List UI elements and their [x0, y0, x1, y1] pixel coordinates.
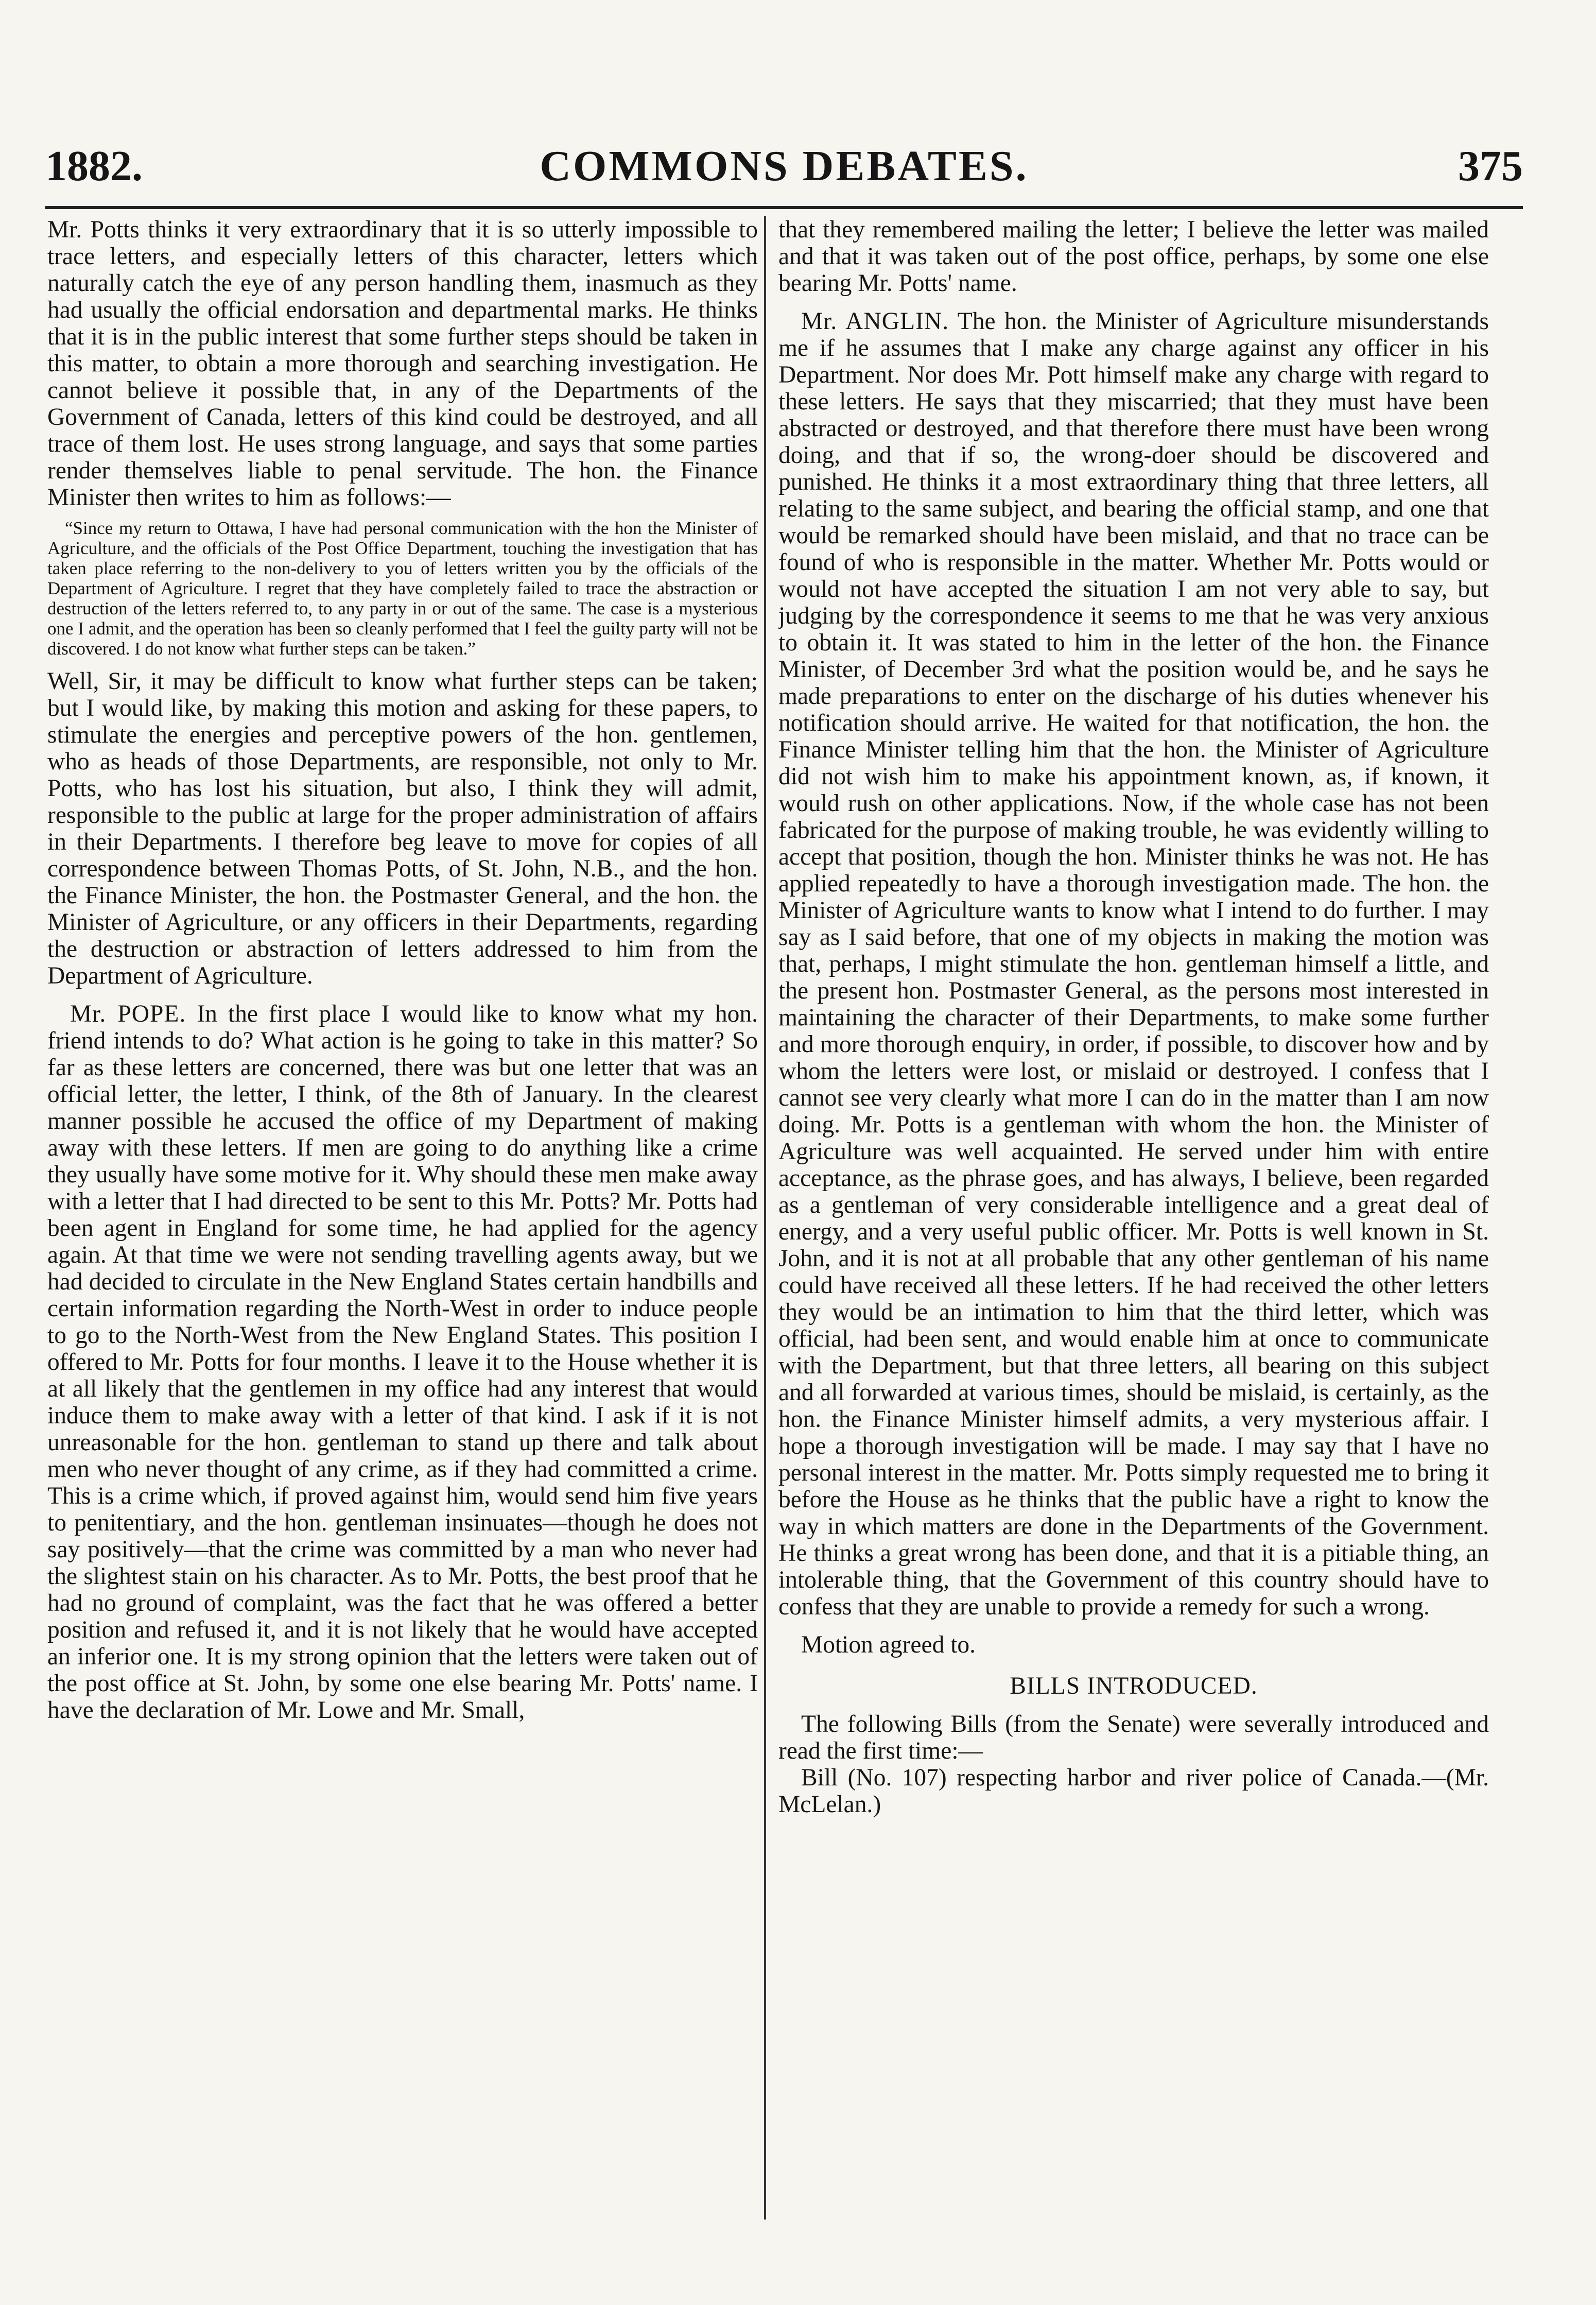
- bills-intro-paragraph: The following Bills (from the Senate) were severally introduced and read the first time:—: [778, 1711, 1489, 1764]
- bill-107-entry: Bill (No. 107) respecting harbor and river police of Canada.—(Mr. McLelan.): [778, 1764, 1489, 1818]
- right-paragraph-1: that they remembered mailing the letter; I believe the letter was mailed and that it was taken out of the post office, perhaps, by some one else bearing Mr. Potts' name.: [778, 216, 1489, 297]
- anglin-speech-text: The hon. the Minister of Agriculture misunderstands me if he assumes that I make any charge against any officer in his Department. Nor does Mr. Pott himself make any charge with regard to these letters. He says that they miscarried; that they must have been abstracted or destroyed, and that therefore there must have been wrong doing, and that if so, the wrong-doer should be discovered and punished. He thinks it a most extraordinary thing that three letters, all relating to the same subject, and bearing the official stamp, and one that would be remarked should have been mislaid, and that no trace can be found of who is responsible in the matter. Whether Mr. Potts would or would not have accepted the situation I am not very able to say, but judging by the correspondence it seems to me that he was very anxious to obtain it. It was stated to him in the letter of the hon. the Finance Minister, of December 3rd what the position would be, and he says he made preparations to enter on the discharge of his duties whenever his notification should arrive. He waited for that notification, the hon. the Finance Minister telling him that the hon. the Minister of Agriculture did not wish him to make his appointment known, as, if known, it would rush on other applications. Now, if the whole case has not been fabricated for the purpose of making trouble, he was evidently willing to accept that position, though the hon. Minister thinks he was not. He has applied repeatedly to have a thorough investigation made. The hon. the Minister of Agriculture wants to know what I intend to do further. I may say as I said before, that one of my objects in making the motion was that, perhaps, I might stimulate the hon. gentleman himself a little, and the present hon. Postmaster General, as the persons most interested in maintaining the character of their Departments, to make some further and more thorough enquiry, in order, if possible, to discover how and by whom the letters were lost, or mislaid or destroyed. I confess that I cannot see very clearly what more I can do in the matter than I am now doing. Mr. Potts is a gentleman with whom the hon. the Minister of Agriculture was well acquainted. He served under him with entire acceptance, as the phrase goes, and has always, I believe, been regarded as a gentleman of very considerable intelligence and a great deal of energy, and a very useful public officer. Mr. Potts is well known in St. John, and it is not at all probable that any other gentleman of his name could have received all these letters. If he had received the other letters they would be an intimation to him that the third letter, which was official, had been sent, and would enable him at once to communicate with the Department, but that three letters, all bearing on this subject and all forwarded at various times, should be mislaid, is certainly, as the hon. the Finance Minister himself admits, a very mysterious affair. I hope a thorough investigation will be made. I may say that I have no personal interest in the matter. Mr. Potts simply requested me to bring it before the House as he thinks that the public have a right to know the way in which matters are done in the Departments of the Government. He thinks a great wrong has been done, and that it is a pitiable thing, an intolerable thing, that the Government of this country should have to confess that they are unable to provide a remedy for such a wrong.: [778, 308, 1489, 1620]
- left-paragraph-2: Well, Sir, it may be difficult to know what further steps can be taken; but I would like, by making this motion and asking for these papers, to stimulate the energies and perceptive powers of the hon. gentlemen, who as heads of those Departments, are responsible, not only to Mr. Potts, who has lost his situation, but also, I think they will admit, responsible to the public at large for the proper administration of affairs in their Departments. I therefore beg leave to move for copies of all correspondence between Thomas Potts, of St. John, N.B., and the hon. the Finance Minister, the hon. the Postmaster General, and the hon. the Minister of Agriculture, or any officers in their Departments, regarding the destruction or abstraction of letters addressed to him from the Department of Agriculture.: [47, 668, 758, 989]
- header-rule: [45, 206, 1523, 209]
- column-divider: [764, 216, 766, 2220]
- page-header: [45, 138, 1523, 200]
- speaker-pope: Mr. POPE.: [70, 1001, 186, 1027]
- header-year: 1882.: [45, 142, 143, 190]
- header-page-number: 375: [1458, 142, 1523, 190]
- speaker-anglin: Mr. ANGLIN.: [801, 308, 949, 335]
- pope-speech-text: In the first place I would like to know what my hon. friend intends to do? What action is he going to take in this matter? So far as these letters are concerned, there was but one letter that was an official letter, the letter, I think, of the 8th of January. In the clearest manner possible he accused the office of my Department of making away with these letters. If men are going to do anything like a crime they usually have some motive for it. Why should these men make away with a letter that I had directed to be sent to this Mr. Potts? Mr. Potts had been agent in England for some time, he had applied for the agency again. At that time we were not sending travelling agents away, but we had decided to circulate in the New England States certain handbills and certain information regarding the North-West in order to induce people to go to the North-West from the New England States. This position I offered to Mr. Potts for four months. I leave it to the House whether it is at all likely that the gentlemen in my office had any interest that would induce them to make away with a letter of that kind. I ask if it is not unreasonable for the hon. gentleman to stand up there and talk about men who never thought of any crime, as if they had committed a crime. This is a crime which, if proved against him, would send him five years to penitentiary, and the hon. gentleman insinuates—though he does not say positively—that the crime was committed by a man who never had the slightest stain on his character. As to Mr. Potts, the best proof that he had no ground of complaint, was the fact that he was offered a better position and refused it, and it is not likely that he would have accepted an inferior one. It is my strong opinion that the letters were taken out of the post office at St. John, by some one else bearing Mr. Potts' name. I have the declaration of Mr. Lowe and Mr. Small,: [47, 1001, 758, 1724]
- right-column: [778, 216, 1489, 2225]
- anglin-speech: [778, 308, 1489, 1620]
- section-heading-bills-introduced: BILLS INTRODUCED.: [1010, 1673, 1258, 1699]
- header-title: COMMONS DEBATES.: [540, 142, 1029, 190]
- motion-agreed: Motion agreed to.: [801, 1631, 976, 1658]
- left-column: [47, 216, 758, 2225]
- finance-minister-letter-quote: “Since my return to Ottawa, I have had personal communication with the hon the Minister of Agriculture, and the officials of the Post Office Department, touching the investigation that has taken place referring to the non-delivery to you of letters written you by the officials of the Department of Agriculture. I regret that they have completely failed to trace the abstraction or destruction of the letters referred to, to any party in or out of the same. The case is a mysterious one I admit, and the operation has been so cleanly performed that I feel the guilty party will not be discovered. I do not know what further steps can be taken.”: [47, 518, 758, 659]
- pope-speech: [47, 1001, 758, 1724]
- left-paragraph-1: Mr. Potts thinks it very extraordinary that it is so utterly impossible to trace letters, and especially letters of this character, letters which naturally catch the eye of any person handling them, inasmuch as they had usually the official endorsation and departmental marks. He thinks that it is in the public interest that some further steps should be taken in this matter, to obtain a more thorough and searching investigation. He cannot believe it possible that, in any of the Departments of the Government of Canada, letters of this kind could be destroyed, and all trace of them lost. He uses strong language, and says that some parties render themselves liable to penal servitude. The hon. the Finance Minister then writes to him as follows:—: [47, 216, 758, 511]
